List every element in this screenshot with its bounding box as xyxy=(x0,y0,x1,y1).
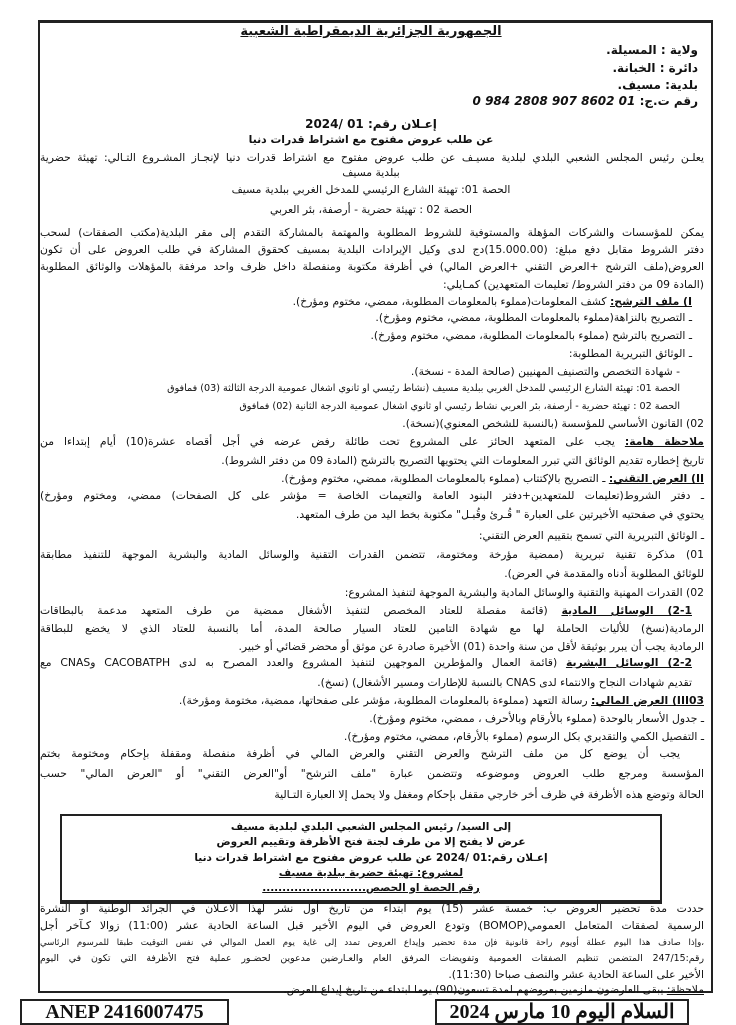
section-heading: III03) العرض المالي: xyxy=(591,694,704,707)
text-line: (المادة 09 من دفتر الشروط/ تعليمات المتعهدين) كمـايلي: xyxy=(442,278,704,291)
text-line: الأخير على الساعة الحادية عشر والنصف صباحا (11:30). xyxy=(448,968,704,981)
text-line: الرمادية يجب أن يبرر بوثيقة لأقل من سنة واحدة (01) الأخيرة صادرة عن موثق أو محضر قضائي أو خبير. xyxy=(238,640,704,653)
text-line: يجب أن يوضع كل من ملف الترشح والعرض التقني والعرض المالي في أظرفة منفصلة ومقفلة بإحكام ومختومة بختم xyxy=(40,747,680,760)
lot-2: الحصة 02 : تهيئة حضرية - أرصفة، بئر العربي xyxy=(269,203,473,216)
tax-label: رقم ت.ج: xyxy=(639,94,698,108)
text-line: العروض(ملف الترشح +العرض التقني +العرض المالي) في أظرفة مكتوبة ومنفصلة داخل ظرف واحد مرفقة بالمؤهلات والوثائق المطلوبة xyxy=(40,260,704,273)
intro-line: ببلدية مسيف xyxy=(342,166,400,179)
text-line: الحالة وتوضع هذه الأظرفة في ظرف أخر خارجي مقفل بإحكام ومغفل ولا يحمل إلا العبارة التـالية xyxy=(274,788,704,801)
text-line: ـ التفصيل الكمي والتقديري بكل الرسوم (مملوء بالأرقام، ممضي، مختوم ومؤرخ). xyxy=(343,730,704,743)
text-line: تاريخ إخطاره تقديم الوثائق التي تبرر المعلومات التي يحتويها التصريح بالترشح (المادة 09 من دفتر الشروط). xyxy=(221,454,704,467)
intro-line: يعلـن رئيس المجلس الشعبي البلدي لبلدية مسيـف عن طلب عروض مفتوح مع اشتراط قدرات دنيا لإنجـاز المشـروع التـالي: تهيئة حضرية xyxy=(40,151,704,164)
envelope-lot: رقم الحصة او الحصص.......................... xyxy=(262,882,480,894)
republic-title: الجمهورية الجزائرية الديمقراطية الشعبية xyxy=(240,24,502,39)
text-line: رقم:247/15 المتضمن تنظيم الصفقات العمومية وتفويضات المرفق العام والعـارضين مدعوين لحضـور عملية فتح الأظرفة التي تكون في اليوم xyxy=(40,953,704,964)
text-span: (قائمة مفصلة للعتاد المخصص لتنفيذ الأشغال ممضية من طرف المتعهد مدعمة بالبطاقات xyxy=(40,604,562,617)
note-heading: ملاحظة: xyxy=(666,983,704,996)
text-line: ـ التصريح بالترشح (مملوء بالمعلومات المطلوبة، ممضي، مختوم ومؤرخ). xyxy=(370,329,692,342)
tax-number: 0 984 2808 907 8602 01 xyxy=(472,94,636,108)
text-line: دفتر الشروط مقابل دفع مبلغ: (15.000.00)دج لدى وكيل الإيرادات البلدية بمسيف كحقوق المشاركة في طلب العروض على أن تكون xyxy=(40,243,704,256)
text-line: حددت مدة تحضير العروض ب: خمسة عشر (15) يوم ابتداء من تاريخ أول نشر لهذا الاعـلان في الجرائد الوطنية أو النشرة xyxy=(40,902,704,915)
text-line: للوثائق المطلوبة أدناه والمقدمة في العرض). xyxy=(504,567,704,580)
text-line: المؤسسة ومرجع طلب العروض وموضوعه وتتضمن عبارة "ملف الترشح" أو"العرض التقني" أو "العرض المالي" حسب xyxy=(40,767,704,780)
text-span: (قائمة العمال والمؤطرين الموجهين لتنفيذ المشروع والعدد المصرح به لدى CACOBATPH وCNAS مع xyxy=(40,656,566,669)
anep-reference: ANEP 2416007475 xyxy=(20,999,229,1025)
text-line: ـ الوثائق التبريرية التي تسمح بتقييم العرض التقني: xyxy=(478,529,704,542)
text-line: الرمادية(نسخ) للأليات الحاملة لها مع شهادة التامين للعتاد السيار صالحة المدة، أما بالنسبة للعتاد الذي لا يخضع للبطاقة xyxy=(40,622,704,635)
lot-1: الحصة 01: تهيئة الشارع الرئيسي للمدخل الغربي ببلدية مسيف xyxy=(231,183,511,196)
section-heading: I) ملف الترشح: xyxy=(609,295,692,308)
section-heading: II) العرض التقني: xyxy=(608,472,704,485)
tax-id xyxy=(34,93,698,109)
section-technical xyxy=(40,471,704,487)
text-line: ـ دفتر الشروط(تعليمات للمتعهدين+دفتر البنود العامة والتعيمات الخاصة = مؤشر على كل الصفحات) ممضي، ومختوم ومؤرخ) xyxy=(40,489,704,502)
text-line: 02) القانون الأساسي للمؤسسة (بالنسبة للشخص المعنوي)(نسخة). xyxy=(402,417,704,430)
subsection-heading: 2-2) الوسائل البشرية xyxy=(565,656,692,669)
text-span: ـ التصريح بالإكتتاب (مملوء بالمعلومات المطلوبة، ممضي، مختوم ومؤرخ). xyxy=(281,472,609,485)
text-line: - شهادة التخصص والتصنيف المهنيين (صالحة المدة - نسخة). xyxy=(410,365,680,378)
text-line: يمكن للمؤسسات والشركات المؤهلة والمستوفية للشروط المطلوبة والمهتمة بالمشاركة التقدم إلى مقر البلدية(مكتب الصفقات) لسحب xyxy=(40,226,704,239)
text-span: كشف المعلومات(مملوء بالمعلومات المطلوبة، ممضي، مختوم ومؤرخ). xyxy=(292,295,610,308)
text-span: يجب على المتعهد الحائز على المشروع تحت طائلة رفض عرضه في أجل أقصاه عشرة(10) أيام إبتداءا من xyxy=(40,435,625,448)
wilaya: ولاية : المسيلة. xyxy=(606,43,698,57)
envelope-line: عرض لا يفتح إلا من طرف لجنة فتح الأظرفة وتقييم العروض xyxy=(216,836,526,848)
text-span: رسالة التعهد (مملوءة بالمعلومات المطلوبة، مؤشر على صفحاتها، ممضية، مختومة ومؤرخة). xyxy=(178,694,592,707)
section-financial xyxy=(40,693,704,709)
important-note xyxy=(40,434,704,450)
note-heading: ملاحظة هامة: xyxy=(624,435,704,448)
text-line: 02) القدرات المهنية والتقنية والوسائل المادية والبشرية الموجهة لتنفيذ المشروع: xyxy=(344,586,704,599)
subsection-heading: 2-1) الوسائل المادية xyxy=(561,604,692,617)
text-line: ـ جدول الأسعار بالوحدة (مملوء بالأرقام وبالأحرف ، ممضي، مختوم ومؤرخ). xyxy=(369,712,704,725)
text-line: 01) مذكرة تقنية تبريرية (ممضية مؤرخة ومختومة، تتضمن القدرات التقنية والوسائل المادية والبشرية الموجهة للتنفيذ مطابقة xyxy=(40,548,704,561)
text-line: يحتوي في صفحتيه الأخيرتين على العبارة " قُـرئ وقُبـل" مكتوبة بخط اليد من طرف المتعهد. xyxy=(295,508,704,521)
section-candidacy xyxy=(40,294,692,310)
material-means xyxy=(40,603,692,619)
closing-note xyxy=(40,982,704,998)
text-line: الحصة 01: تهيئة الشارع الرئيسي للمدخل الغربي ببلدية مسيف (نشاط رئيسي او ثانوي اشغال عمومية الدرجة الثالثة (03) فمافوق xyxy=(167,383,680,394)
daira: دائرة : الخبانة. xyxy=(612,61,698,75)
text-line: ـ الوثائق التبريرية المطلوبة: xyxy=(568,347,692,360)
human-means xyxy=(40,655,692,671)
text-line: تقديم شهادات النجاح والانتماء لدى CNAS بالنسبة للإطارات ومسير الأشغال) (نسخ). xyxy=(317,676,692,689)
text-line: ،وإذا صادف هذا اليوم عطلة أويوم راحة قانونية فإن مدة تحضير وإيداع العروض تمدد إلى غاية يوم العمل الموالي في نفس التوقيت طبقا للمرسوم الرئاسي xyxy=(40,938,704,948)
envelope-line: إعـلان رقم:01 /2024 عن طلب عروض مفتوح مع اشتراط قدرات دنيا xyxy=(194,852,548,864)
text-line: الحصة 02 : تهيئة حضرية - أرصفة، بئر العربي نشاط رئيسي او ثانوي اشغال عمومية الدرجة الثانية (02) فمافوق xyxy=(239,401,680,412)
envelope-to: إلى السيد/ رئيس المجلس الشعبي البلدي لبلدية مسيف xyxy=(230,821,512,833)
envelope-project: لمشروع: تهيئة حضرية ببلدية مسيف xyxy=(278,867,464,879)
notice-title: عن طلب عروض مفتوح مع اشتراط قدرات دنيا xyxy=(248,133,494,146)
baladia: بلدية: مسيف. xyxy=(617,78,698,92)
text-line: ـ التصريح بالنزاهة(مملوء بالمعلومات المطلوبة، ممضي، مختوم ومؤرخ). xyxy=(375,311,692,324)
text-line: الرسمية لصفقات المتعامل العمومي(BOMOP) وتودع العروض في اليوم الأخير قبل الساعة الحادية عشر (11:00) زوالا كـآخر أجل xyxy=(40,919,704,932)
text-span: يبقى العارضون ملزمين بعروضهم لمدة تسعون(90) يوما ابتداء من تاريخ إيداع العرض. xyxy=(283,983,667,996)
newspaper-date: السلام اليوم 10 مارس 2024 xyxy=(435,999,689,1025)
notice-number: إعـلان رقم: 01 /2024 xyxy=(305,117,437,131)
